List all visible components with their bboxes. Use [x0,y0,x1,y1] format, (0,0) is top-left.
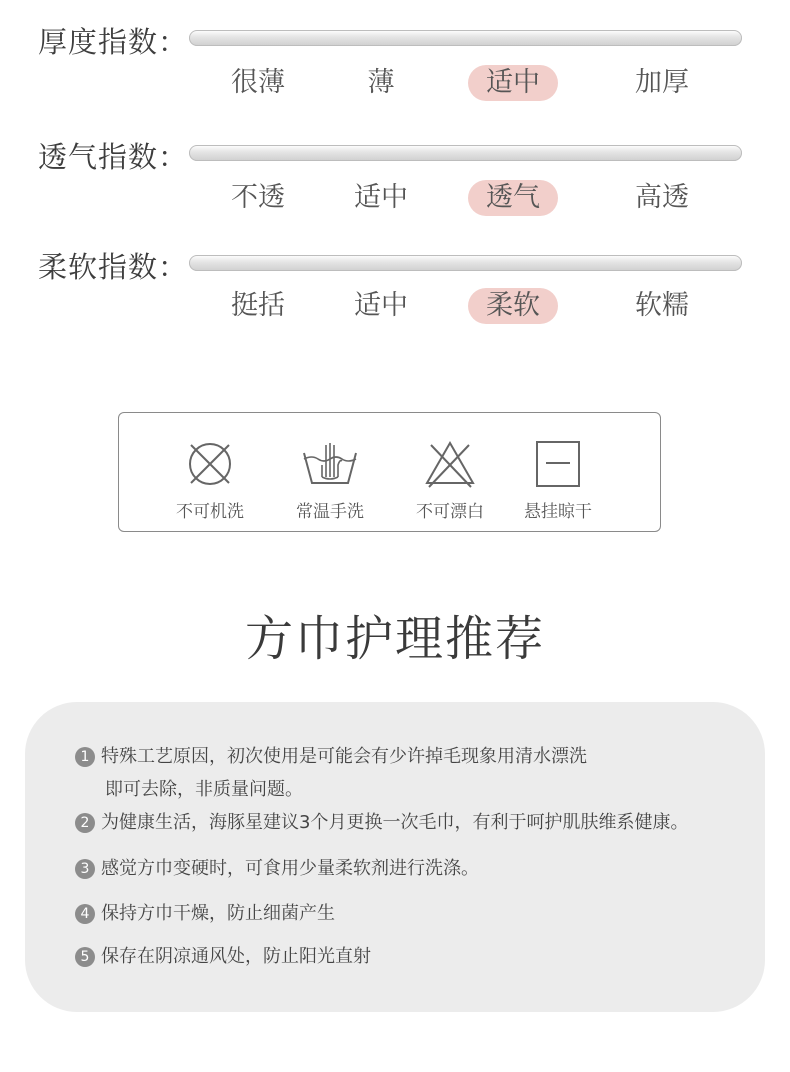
index-bar [189,145,742,161]
care-item [395,439,505,522]
care-label: 不可漂白 [416,502,484,522]
index-option: 薄 [367,67,395,98]
care-label: 常温手洗 [296,502,364,522]
tip-number-badge: 5 [75,947,95,967]
no-bleach-icon [423,439,477,489]
index-option-selected: 柔软 [453,287,573,325]
tip-item [75,742,587,768]
index-label: 厚度指数： [38,25,189,59]
index-option: 很薄 [231,67,285,98]
tip-text: 为健康生活，海豚星建议3个月更换一次毛巾，有利于呵护肌肤维系健康。 [101,812,689,833]
hand-wash-icon [300,439,360,489]
index-option: 加厚 [635,67,689,98]
care-label: 不可机洗 [176,502,244,522]
index-option: 高透 [635,182,689,213]
index-option: 适中 [354,182,408,213]
line-dry-icon [533,439,583,489]
index-bar [189,30,742,46]
section-title: 方巾护理推荐 [244,611,545,667]
tip-number-badge: 2 [75,813,95,833]
tip-text: 特殊工艺原因，初次使用是可能会有少许掉毛现象用清水漂洗 [101,746,587,767]
index-label: 柔软指数： [38,250,189,284]
care-item [275,439,385,522]
index-bar [189,255,742,271]
tip-text-continued: 即可去除，非质量问题。 [105,779,303,800]
tip-item [75,854,479,880]
index-option: 挺括 [231,290,285,321]
care-item [503,439,613,522]
tip-item [75,942,371,968]
care-item [155,439,265,522]
index-option: 不透 [231,182,285,213]
tip-item [75,808,688,834]
care-tips-panel [25,702,765,1012]
care-label: 悬挂晾干 [524,502,592,522]
index-label: 透气指数： [38,140,189,174]
index-option-selected: 透气 [453,179,573,217]
tip-text: 保存在阴凉通风处，防止阳光直射 [101,946,371,967]
care-instructions-box [118,412,661,532]
index-option-selected: 适中 [453,64,573,102]
tip-number-badge: 1 [75,747,95,767]
index-option: 适中 [354,290,408,321]
tip-item [75,899,335,925]
no-machine-wash-icon [185,439,235,489]
index-option: 软糯 [635,290,689,321]
tip-text: 感觉方巾变硬时，可食用少量柔软剂进行洗涤。 [101,858,479,879]
tip-text: 保持方巾干燥，防止细菌产生 [101,903,335,924]
tip-number-badge: 3 [75,859,95,879]
tip-number-badge: 4 [75,904,95,924]
